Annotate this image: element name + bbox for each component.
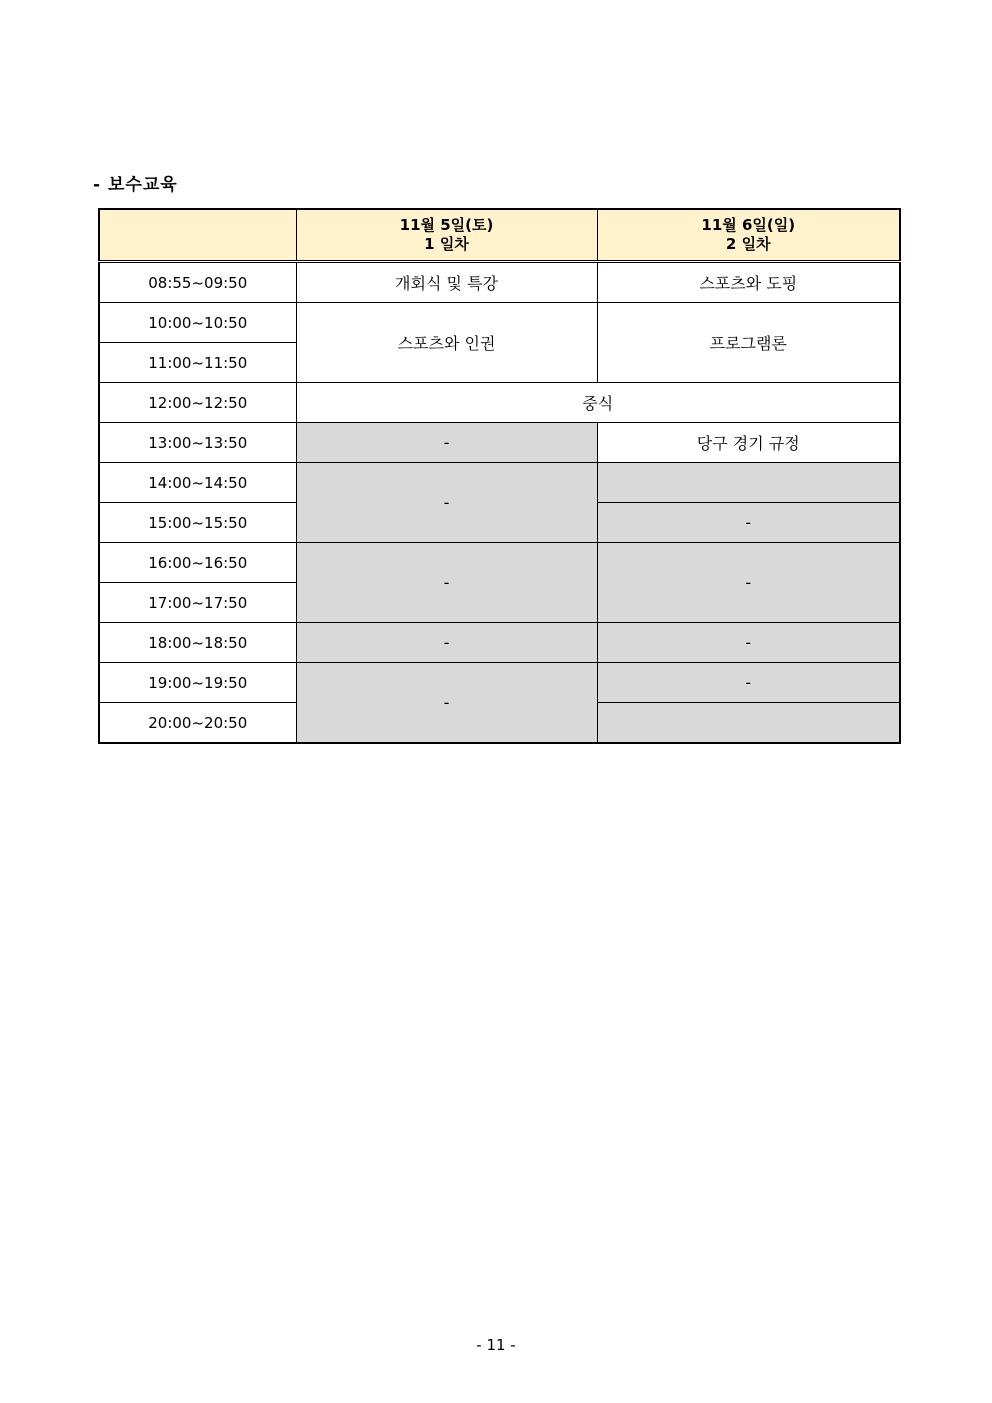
- table-row: [99, 262, 900, 303]
- header-day1: [296, 209, 597, 262]
- table-row: [99, 663, 900, 703]
- time-cell: 14:00~14:50: [99, 463, 296, 503]
- time-cell: 20:00~20:50: [99, 703, 296, 744]
- time-cell: 17:00~17:50: [99, 583, 296, 623]
- table-row: [99, 463, 900, 503]
- day2-cell: 당구 경기 규정: [597, 423, 900, 463]
- time-cell: 11:00~11:50: [99, 343, 296, 383]
- day2-cell: 스포츠와 도핑: [597, 262, 900, 303]
- table-row: [99, 543, 900, 583]
- header-day1-date: 11월 5일(토): [399, 216, 494, 234]
- time-cell: 13:00~13:50: [99, 423, 296, 463]
- lunch-cell: 중식: [296, 383, 900, 423]
- header-day2-date: 11월 6일(일): [701, 216, 796, 234]
- day1-cell: 개회식 및 특강: [296, 262, 597, 303]
- time-cell: 19:00~19:50: [99, 663, 296, 703]
- day1-cell: -: [296, 543, 597, 623]
- day2-cell: 프로그램론: [597, 303, 900, 383]
- table-row: [99, 303, 900, 343]
- header-empty-cell: [99, 209, 296, 262]
- time-cell: 16:00~16:50: [99, 543, 296, 583]
- header-row: [99, 209, 900, 262]
- page-number: - 11 -: [476, 1336, 516, 1354]
- day1-cell: 스포츠와 인권: [296, 303, 597, 383]
- day2-cell: -: [597, 543, 900, 623]
- time-cell: 18:00~18:50: [99, 623, 296, 663]
- header-day1-label: 1 일차: [424, 235, 469, 253]
- day2-cell: [597, 703, 900, 744]
- table-row: [99, 623, 900, 663]
- table-row: [99, 383, 900, 423]
- day1-cell: -: [296, 423, 597, 463]
- header-day2-label: 2 일차: [725, 235, 771, 253]
- day1-cell: -: [296, 663, 597, 744]
- day1-cell: -: [296, 463, 597, 543]
- section-title: - 보수교육: [93, 175, 178, 195]
- table-row: [99, 423, 900, 463]
- time-cell: 12:00~12:50: [99, 383, 296, 423]
- day2-cell: [597, 463, 900, 503]
- time-cell: 15:00~15:50: [99, 503, 296, 543]
- time-cell: 10:00~10:50: [99, 303, 296, 343]
- time-cell: 08:55~09:50: [99, 262, 296, 303]
- day2-cell: -: [597, 623, 900, 663]
- header-day2: [597, 209, 900, 262]
- day2-cell: -: [597, 503, 900, 543]
- day1-cell: -: [296, 623, 597, 663]
- day2-cell: -: [597, 663, 900, 703]
- training-schedule-table: [98, 208, 901, 744]
